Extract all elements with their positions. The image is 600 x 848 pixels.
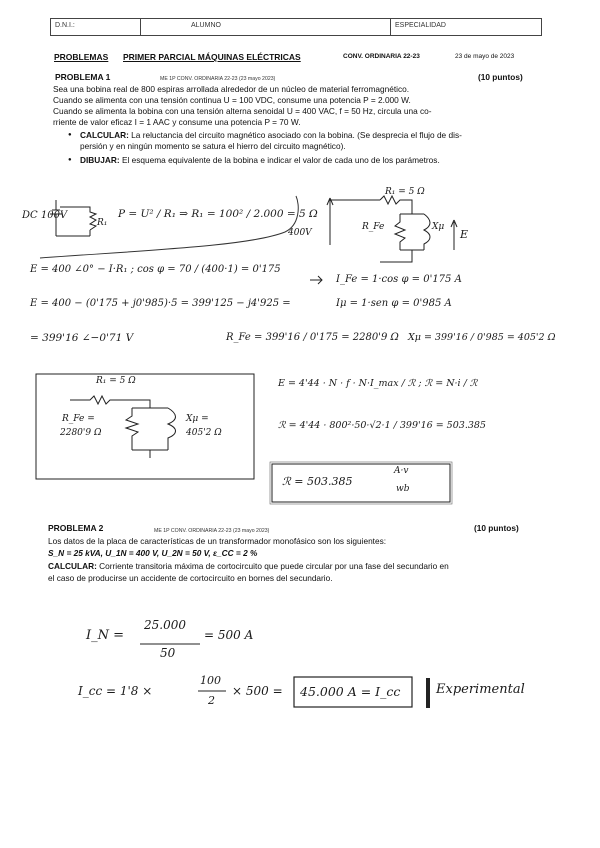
in-label: I_N = xyxy=(86,628,125,643)
dc-source-label: DC 100V xyxy=(22,210,68,221)
icc-numerator: 100 xyxy=(200,674,221,687)
task-calcular-key: CALCULAR: xyxy=(80,130,129,140)
problem1-line-4: rriente de valor eficaz I = 1 AAC y consume una potencia P = 70 W. xyxy=(53,117,301,127)
dni-label: D.N.I.: xyxy=(55,22,75,29)
problem2-calc-text: Corriente transitoria máxima de cortocircuito que puede circular por una fase del secundario en xyxy=(96,561,449,571)
problem1-points: (10 puntos) xyxy=(478,72,523,82)
problem2-label: PROBLEMA 2 xyxy=(48,523,104,533)
task-calcular-text: La reluctancia del circuito magnético asociado con la bobina. (Se desprecia el flujo de dis- xyxy=(128,130,462,140)
ac-rfe-label: R_Fe xyxy=(362,222,385,232)
alumno-label: ALUMNO xyxy=(191,22,221,29)
xmu-equation: Xμ = 399'16 / 0'985 = 405'2 Ω xyxy=(408,332,556,343)
in-result: = 500 A xyxy=(204,628,254,642)
problem2-calc-key: CALCULAR: xyxy=(48,561,97,571)
equivalent-circuit-sketch xyxy=(36,374,254,479)
reluctance-calc: ℛ = 4'44 · 800²·50·√2·1 / 399'16 = 503.385 xyxy=(278,420,486,431)
imu-equation: Iμ = 1·sen φ = 0'985 A xyxy=(336,298,452,309)
problem2-line-2: S_N = 25 kVA, U_1N = 400 V, U_2N = 50 V, ε_CC = 2 % xyxy=(48,548,258,558)
experimental-note: Experimental xyxy=(436,682,525,697)
sketch-separator xyxy=(40,196,298,258)
icc-middle: × 500 = xyxy=(232,684,283,698)
implies-arrow xyxy=(310,276,322,284)
rfe-equation: R_Fe = 399'16 / 0'175 = 2280'9 Ω xyxy=(226,332,399,343)
icc-result: 45.000 A = I_cc xyxy=(300,684,401,699)
e-equation-3: = 399'16 ∠−0'71 V xyxy=(30,332,134,344)
dc-r1-label: R₁ xyxy=(97,218,108,228)
box-r1: R₁ = 5 Ω xyxy=(96,376,136,386)
especialidad-label: ESPECIALIDAD xyxy=(395,22,446,29)
problem1-line-1: Sea una bobina real de 800 espiras arrollada alrededor de un núcleo de material ferromagnético. xyxy=(53,84,410,94)
e-equation-1: E = 400 ∠0° − I·R₁ ; cos φ = 70 / (400·1) = 0'175 xyxy=(30,264,281,275)
problem2-tag: ME 1P CONV. ORDINARIA 22-23 (23 mayo 2023) xyxy=(154,528,270,534)
problem1-label: PROBLEMA 1 xyxy=(55,72,111,82)
reluctance-result: ℛ = 503.385 xyxy=(282,475,353,488)
problem2-calc xyxy=(48,561,449,572)
task-dibujar-key: DIBUJAR: xyxy=(80,155,120,165)
ac-source-label: 400V xyxy=(288,228,312,238)
box-rfe-value: 2280'9 Ω xyxy=(60,428,102,438)
reluctance-units-den: wb xyxy=(396,484,410,494)
reluctance-units-num: A·v xyxy=(394,466,409,476)
e-equation-2: E = 400 − (0'175 + j0'985)·5 = 399'125 − j4'925 = xyxy=(30,298,291,309)
problem1-line-2: Cuando se alimenta con una tensión continua U = 100 VDC, consume una potencia P = 2.000 W. xyxy=(53,95,411,105)
icc-label: I_cc = 1'8 × xyxy=(78,684,153,698)
box-xmu-value: 405'2 Ω xyxy=(186,428,222,438)
title-conv: CONV. ORDINARIA 22-23 xyxy=(343,53,420,60)
in-denominator: 50 xyxy=(160,646,176,660)
problem2-calc-cont: el caso de producirse un accidente de cortocircuito en bornes del secundario. xyxy=(48,573,333,583)
problem1-tag: ME 1P CONV. ORDINARIA 22-23 (23 mayo 2023) xyxy=(160,76,276,82)
emf-formula: E = 4'44 · N · f · N·I_max / ℛ ; ℛ = N·i / ℛ xyxy=(278,378,478,389)
ac-e-label: E xyxy=(460,228,469,241)
bracket-mark xyxy=(426,678,430,708)
problem2-line-1: Los datos de la placa de características de un transformador monofásico son los siguientes: xyxy=(48,536,387,546)
task-calcular-cont: persión y en ningún momento se satura el hierro del circuito magnético). xyxy=(80,141,346,151)
power-equation: P = U² / R₁ ⇒ R₁ = 100² / 2.000 = 5 Ω xyxy=(118,208,318,220)
icc-denominator: 2 xyxy=(208,694,215,707)
title-problemas: PROBLEMAS xyxy=(54,52,109,62)
box-rfe-label: R_Fe = xyxy=(62,414,95,424)
title-date: 23 de mayo de 2023 xyxy=(455,53,515,60)
in-numerator: 25.000 xyxy=(144,618,186,632)
problem1-line-3: Cuando se alimenta la bobina con una tensión alterna senoidal U = 400 VAC, f = 50 Hz, circula una co- xyxy=(53,106,432,116)
task-dibujar-text: El esquema equivalente de la bobina e indicar el valor de cada uno de los parámetros. xyxy=(119,155,440,165)
title-main: PRIMER PARCIAL MÁQUINAS ELÉCTRICAS xyxy=(123,52,301,62)
problem2-points: (10 puntos) xyxy=(474,523,519,533)
box-xmu-label: Xμ = xyxy=(186,414,209,424)
ac-xmu-label: Xμ xyxy=(432,222,445,232)
ife-equation: I_Fe = 1·cos φ = 0'175 A xyxy=(336,274,462,285)
ac-r1-label: R₁ = 5 Ω xyxy=(385,187,425,197)
